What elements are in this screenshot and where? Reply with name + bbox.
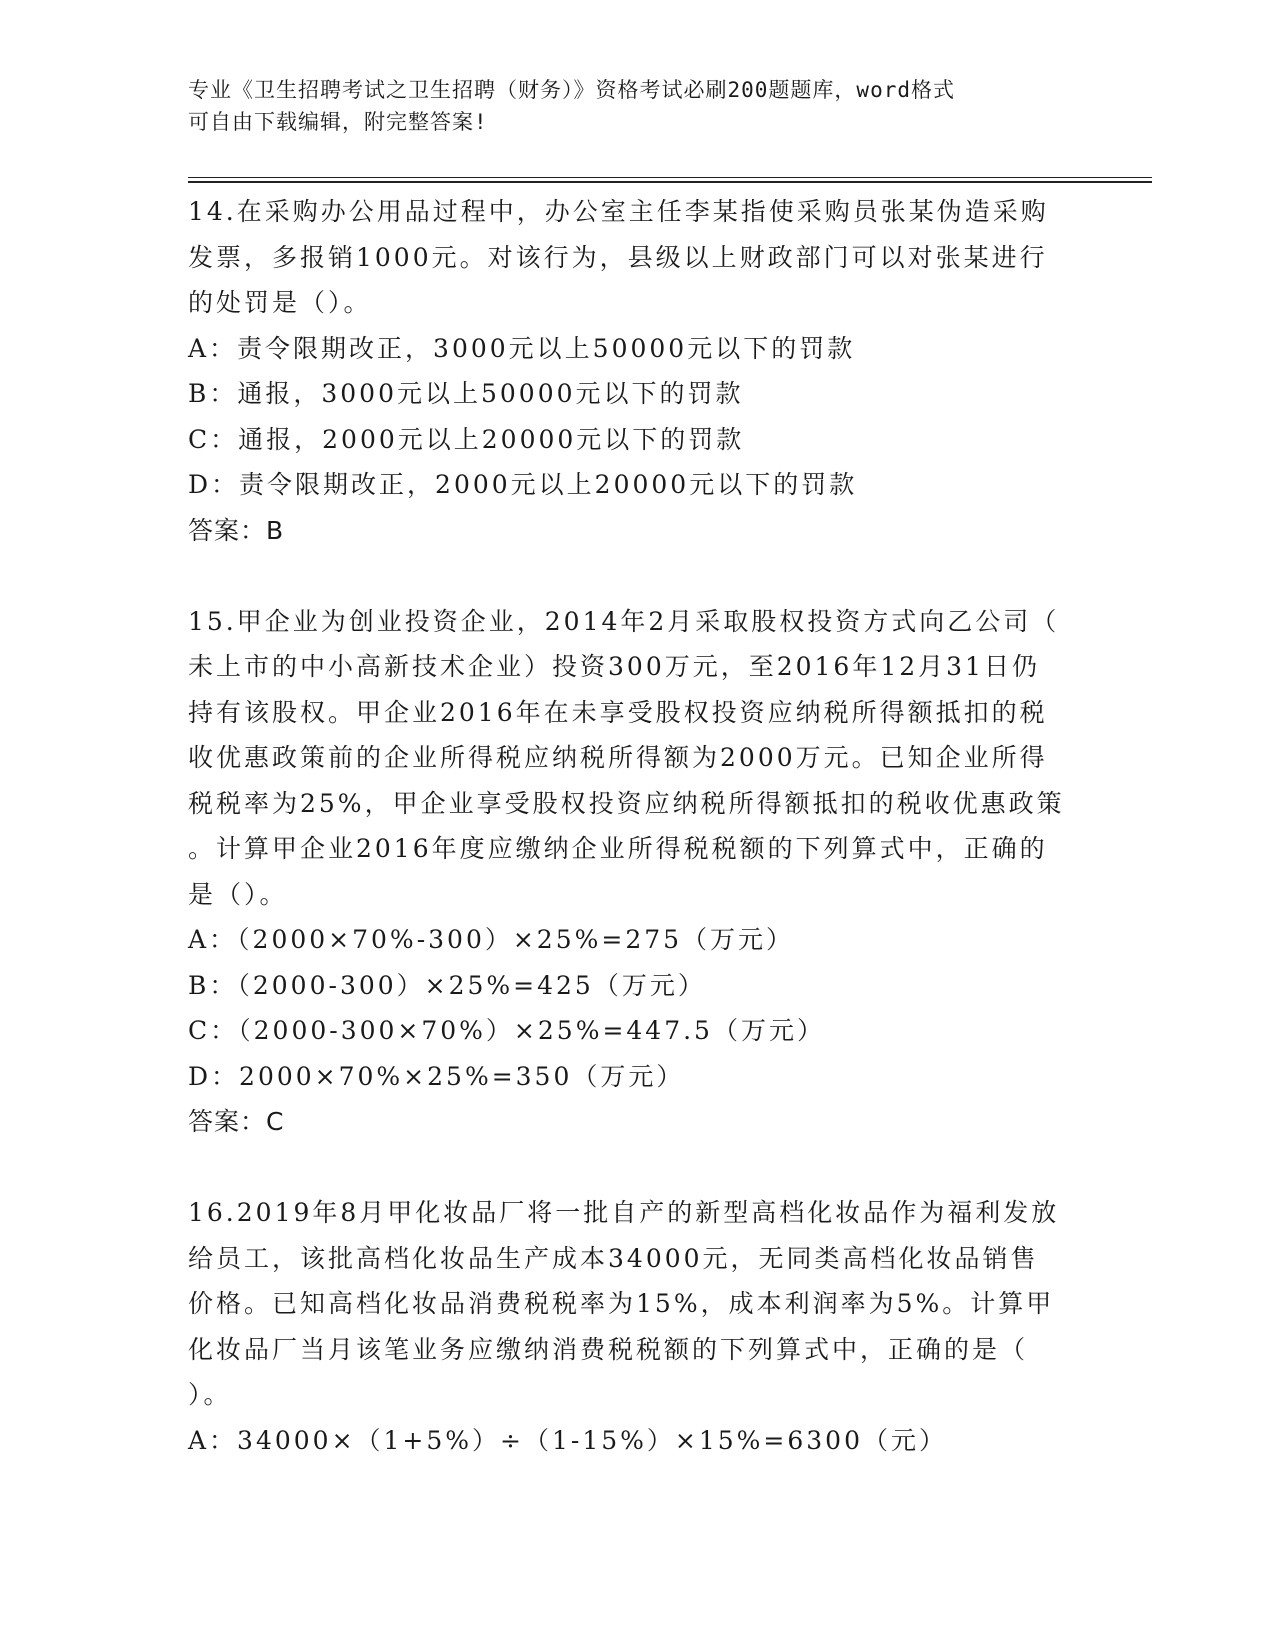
- question-14: [188, 189, 1088, 553]
- question-line: 的处罚是（）。: [188, 288, 372, 317]
- question-line: 是（）。: [188, 879, 288, 909]
- question-line: 15.甲企业为创业投资企业，2014年2月采取股权投资方式向乙公司（: [188, 606, 1060, 636]
- question-line: ）。: [188, 1380, 232, 1409]
- question-line: 税税率为25%，甲企业享受股权投资应纳税所得额抵扣的税收优惠政策: [188, 788, 1065, 818]
- option-b: B：通报，3000元以上50000元以下的罚款: [188, 379, 744, 408]
- option-c: C：（2000-300×70%）×25%=447.5（万元）: [188, 1016, 825, 1045]
- answer-line: 答案：C: [188, 1107, 285, 1136]
- option-b: B：（2000-300）×25%=425（万元）: [188, 970, 706, 1000]
- document-body: [188, 189, 1088, 1463]
- question-16: [188, 1190, 1088, 1463]
- question-15: [188, 599, 1088, 1145]
- option-a: A：（2000×70%-300）×25%=275（万元）: [188, 925, 795, 954]
- header-divider: [188, 177, 1152, 183]
- header-line-2: 可自由下载编辑，附完整答案!: [188, 110, 488, 134]
- page-header: [188, 74, 1068, 138]
- option-a: A：34000×（1+5%）÷（1-15%）×15%=6300（元）: [188, 1425, 947, 1455]
- question-line: 给员工，该批高档化妆品生产成本34000元，无同类高档化妆品销售: [188, 1243, 1039, 1273]
- question-line: 16.2019年8月甲化妆品厂将一批自产的新型高档化妆品作为福利发放: [188, 1198, 1060, 1227]
- option-c: C：通报，2000元以上20000元以下的罚款: [188, 424, 745, 454]
- option-d: D：2000×70%×25%=350（万元）: [188, 1061, 685, 1091]
- option-d: D：责令限期改正，2000元以上20000元以下的罚款: [188, 470, 858, 499]
- question-line: 未上市的中小高新技术企业）投资300万元，至2016年12月31日仍: [188, 652, 1040, 681]
- question-line: 发票，多报销1000元。对该行为，县级以上财政部门可以对张某进行: [188, 242, 1048, 272]
- question-line: 化妆品厂当月该笔业务应缴纳消费税税额的下列算式中，正确的是（: [188, 1334, 1029, 1364]
- question-line: 。计算甲企业2016年度应缴纳企业所得税税额的下列算式中，正确的: [188, 834, 1048, 863]
- option-a: A：责令限期改正，3000元以上50000元以下的罚款: [188, 333, 856, 363]
- question-line: 14.在采购办公用品过程中，办公室主任李某指使采购员张某伪造采购: [188, 197, 1049, 226]
- question-line: 持有该股权。甲企业2016年在未享受股权投资应纳税所得额抵扣的税: [188, 697, 1048, 727]
- header-line-1: 专业《卫生招聘考试之卫生招聘（财务）》资格考试必刷200题题库，word格式: [188, 78, 955, 102]
- question-line: 收优惠政策前的企业所得税应纳税所得额为2000万元。已知企业所得: [188, 743, 1048, 772]
- answer-line: 答案：B: [188, 515, 285, 545]
- question-line: 价格。已知高档化妆品消费税税率为15%，成本利润率为5%。计算甲: [188, 1289, 1055, 1318]
